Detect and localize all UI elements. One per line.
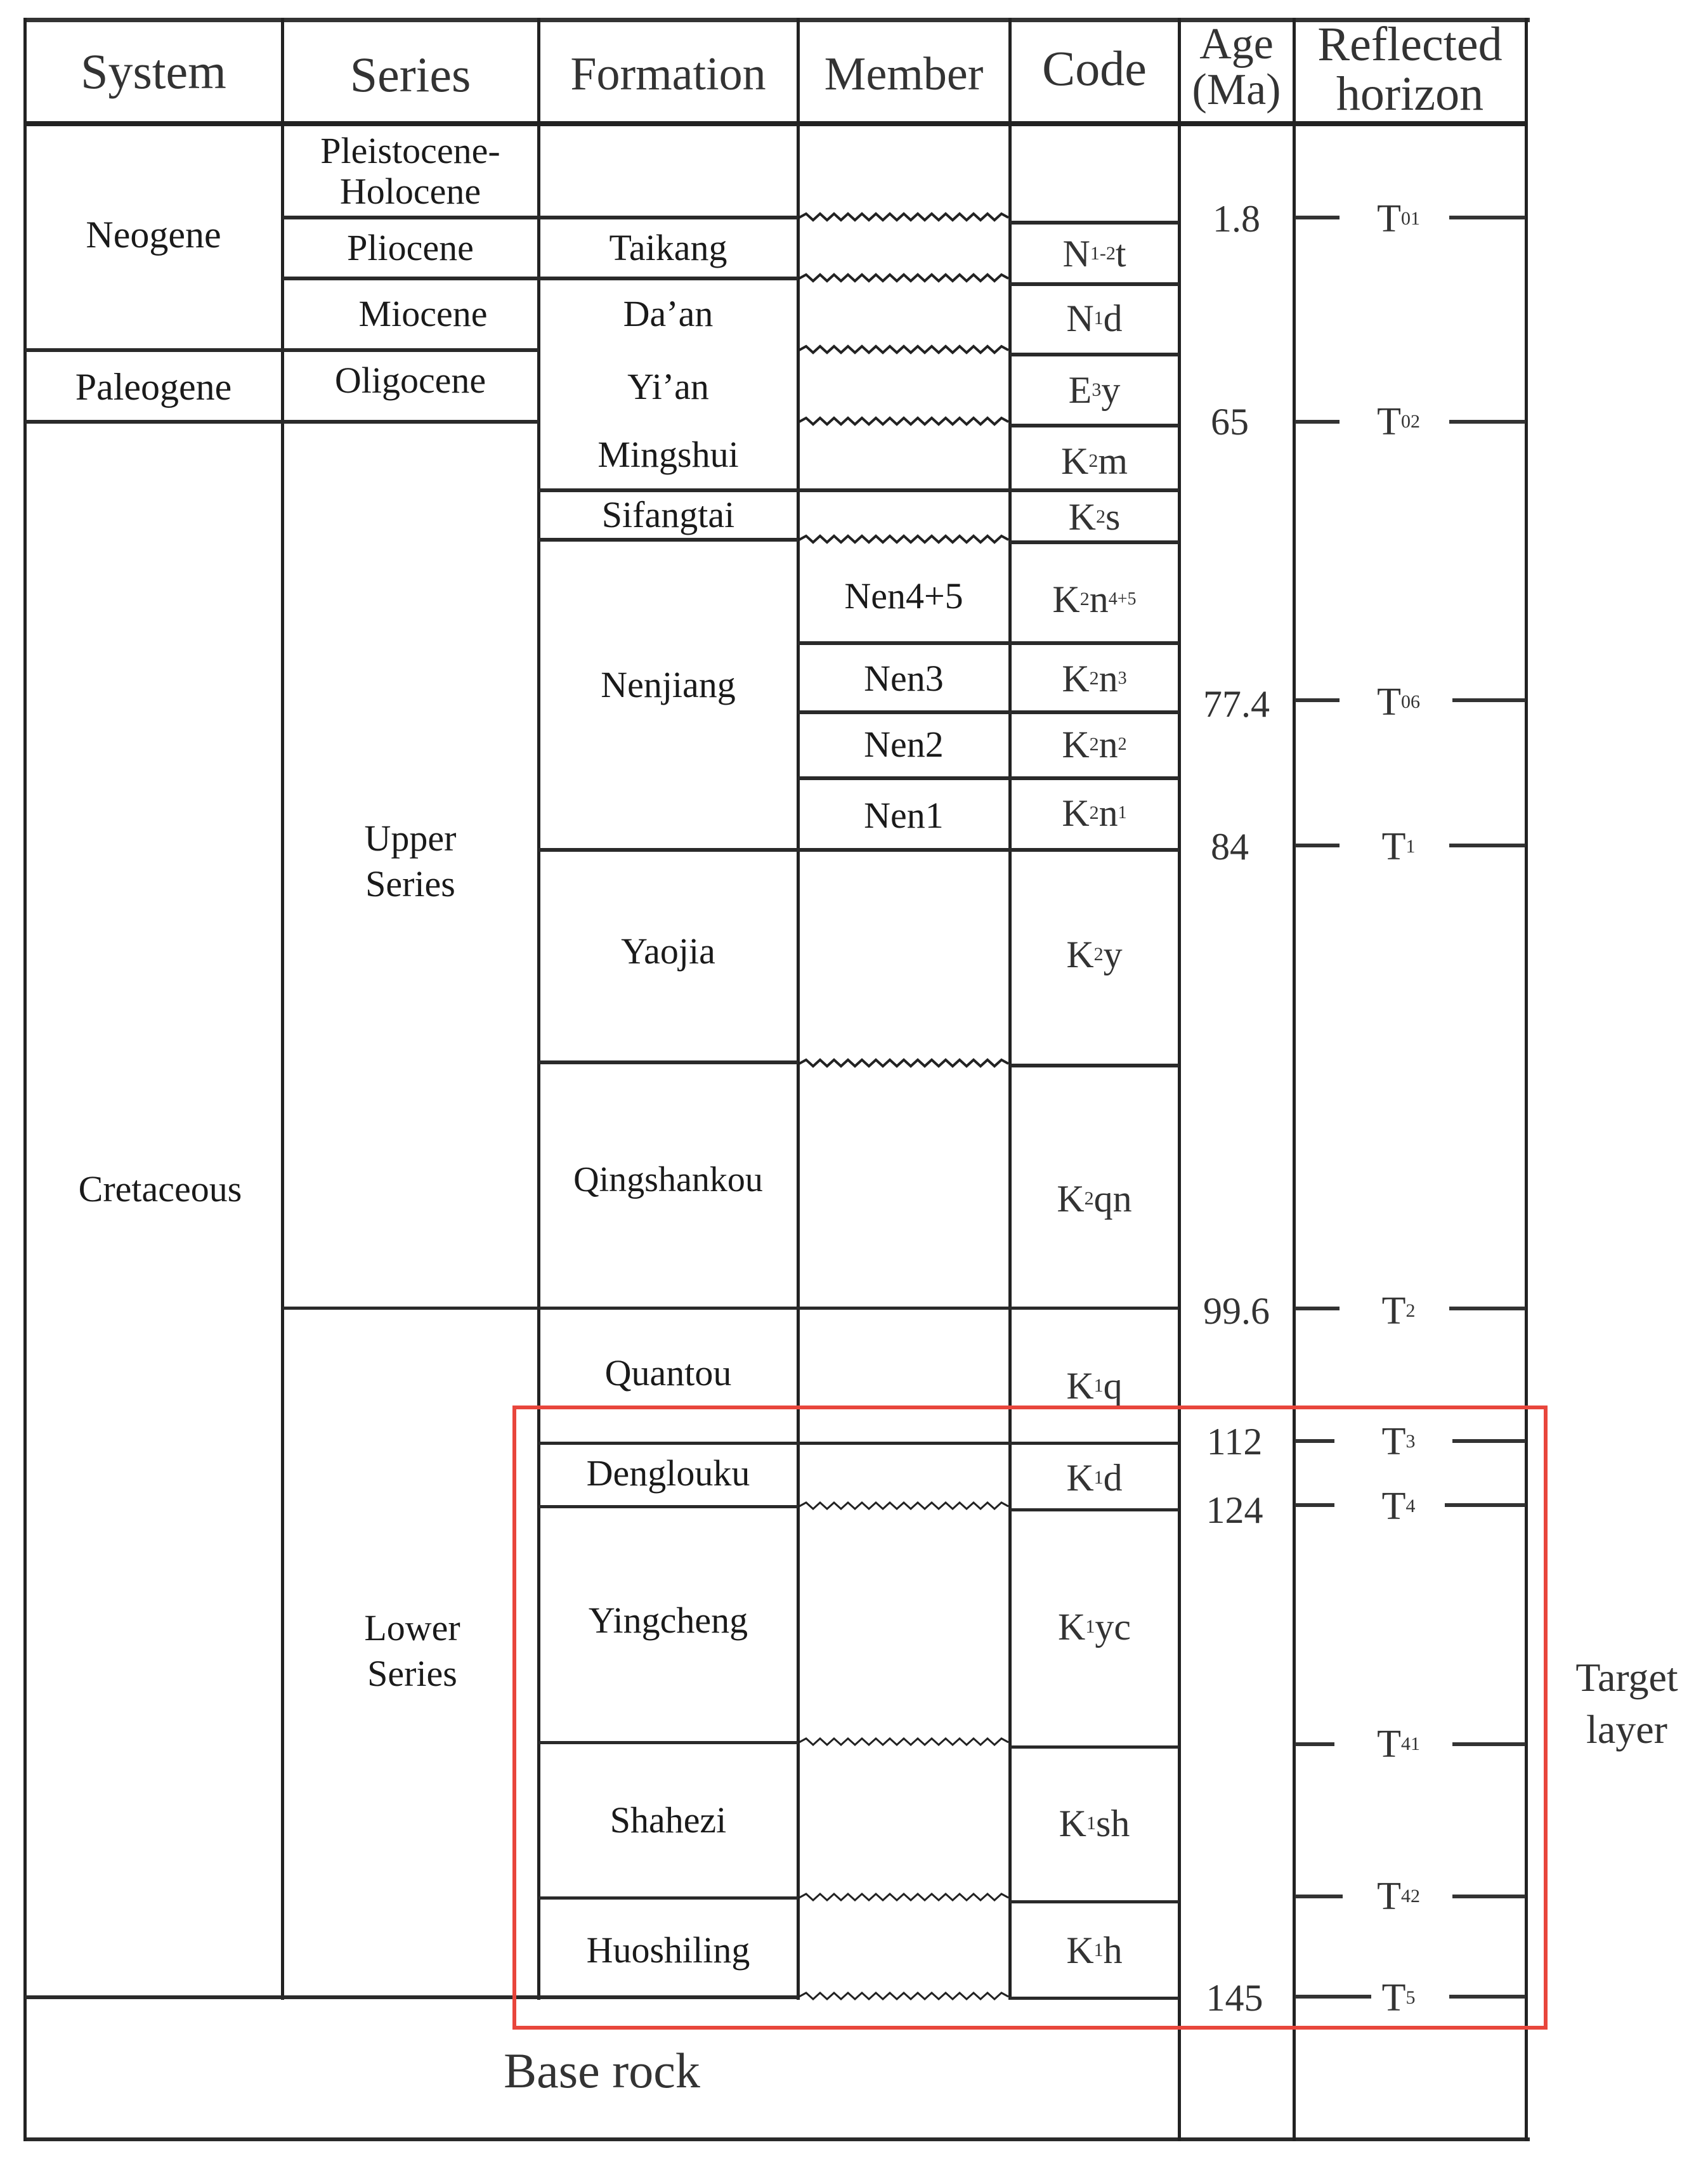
code-sup: 2 [1118,734,1127,754]
header-reflected-horizon [1294,19,1526,121]
code-sub: 1 [1093,1374,1104,1396]
code-base: K [1066,1929,1094,1971]
horizon-base: T [1377,1874,1401,1918]
code-base: K [1062,792,1090,834]
series-pleist-line1: Pleistocene- [320,129,500,171]
code-sup: 4+5 [1108,589,1137,609]
formation-quantou: Quantou [604,1352,732,1393]
code-sub: 1-2 [1090,242,1116,264]
age-1-8: 1.8 [1213,197,1260,240]
series-oligocene: Oligocene [334,359,486,401]
horizon-tick-left [1295,420,1340,424]
member-nen3: Nen3 [864,657,944,699]
code-taikang [1010,225,1179,282]
code-sub: 3 [1092,379,1102,400]
target-layer-line1: Target [1575,1655,1678,1700]
horizon-sub: 4 [1405,1495,1416,1517]
code-base: K [1066,933,1094,975]
code-sub: 1 [1093,308,1104,329]
member-nen45: Nen4+5 [844,575,963,616]
horizon-t1 [1351,818,1446,875]
table-bottom-border [25,2137,1530,2141]
code-base: K [1062,657,1090,700]
horizon-sub: 1 [1405,835,1416,857]
code-tail: h [1103,1929,1123,1971]
code-sub: 2 [1095,506,1105,527]
formation-nenjiang: Nenjiang [601,663,736,705]
horizon-t2 [1351,1282,1446,1340]
code-sup: 1 [1118,802,1127,823]
horizon-t01 [1351,190,1446,247]
line-pliocene-miocene [282,277,798,280]
code-sub: 1 [1085,1615,1095,1637]
code-daan [1010,289,1179,349]
age-84: 84 [1211,825,1249,868]
series-upper-line2: Series [365,863,455,905]
age-145: 145 [1206,1976,1263,2019]
header-member: Member [824,48,984,101]
code-sup: 3 [1118,668,1127,688]
code-sub: 2 [1089,733,1099,755]
code-tail: m [1098,440,1128,482]
line-nen45-nen3 [798,641,1179,645]
horizon-tick-right [1452,698,1525,702]
horizon-base: T [1381,1289,1406,1333]
horizon-sub: 42 [1400,1885,1420,1907]
code-sub: 2 [1089,667,1099,689]
line-nen2-nen1 [798,776,1179,780]
series-lower-line2: Series [367,1653,457,1695]
formation-yingcheng: Yingcheng [588,1599,748,1641]
horizon-sub: 01 [1400,207,1420,229]
line-upper-lower [282,1307,1179,1310]
code-base: K [1066,1456,1094,1499]
code-sub: 2 [1084,1187,1094,1209]
member-nen2: Nen2 [864,723,944,765]
horizon-sub: 06 [1400,691,1420,712]
series-pliocene: Pliocene [347,226,474,268]
formation-sifangtai: Sifangtai [601,493,735,535]
code-sub: 1 [1093,1466,1104,1488]
code-nen45 [1010,568,1179,631]
code-tail: q [1103,1364,1123,1407]
formation-mingshui: Mingshui [597,433,739,475]
code-tail: qn [1093,1177,1132,1220]
horizon-tick-left [1295,698,1340,702]
code-tail: n [1089,578,1109,620]
horizon-t06 [1351,674,1446,731]
horizon-sub: 2 [1405,1300,1416,1321]
header-age-line2: (Ma) [1192,65,1281,115]
unconformity-wavy-6 [799,1058,1008,1069]
code-base: K [1059,1802,1086,1844]
formation-yian: Yi’an [627,365,709,407]
code-base: N [1062,232,1090,275]
horizon-base: T [1381,825,1406,868]
horizon-base: T [1381,1976,1406,2019]
code-base: K [1060,440,1089,482]
formation-huoshiling: Huoshiling [586,1929,750,1971]
formation-qingshankou: Qingshankou [573,1159,763,1199]
header-system: System [81,43,226,99]
code-base: K [1058,1605,1086,1648]
unconformity-wavy-5 [799,534,1008,545]
age-112: 112 [1206,1420,1263,1463]
code-sub: 2 [1089,802,1099,823]
code-line-6 [1010,1064,1179,1067]
series-pleist-line2: Holocene [339,170,481,212]
code-line-2 [1010,282,1179,286]
series-upper [282,815,538,916]
header-age-line1: Age [1199,20,1274,69]
code-sifangtai [1010,492,1179,542]
code-base: K [1066,1364,1094,1407]
age-77-4: 77.4 [1203,682,1270,725]
code-line-3 [1010,353,1179,356]
code-yaojia [1010,923,1179,986]
code-nen1 [1010,781,1179,845]
code-tail: y [1101,369,1121,411]
horizon-tick-right [1449,1307,1525,1310]
horizon-sub: 3 [1405,1430,1416,1452]
header-age [1179,19,1294,121]
code-base: K [1062,723,1090,766]
line-paleogene-cretaceous [25,420,538,424]
code-base: N [1066,297,1094,340]
horizon-t02 [1351,393,1446,450]
system-paleogene: Paleogene [75,365,232,408]
series-lower [282,1605,538,1706]
series-pleistocene-holocene [282,124,538,216]
header-code: Code [1042,40,1147,96]
table-left-border [23,18,27,2141]
header-horizon-line1: Reflected [1317,17,1503,71]
system-cretaceous: Cretaceous [78,1168,242,1210]
horizon-tick-right [1449,420,1525,424]
horizon-sub: 5 [1405,1986,1416,2008]
horizon-base: T [1377,197,1401,240]
code-tail: yc [1095,1605,1131,1648]
target-layer-label [1548,1649,1706,1763]
formation-daan: Da’an [623,292,714,334]
code-nen3 [1010,647,1179,710]
series-upper-line1: Upper [364,818,457,859]
code-base: E [1068,369,1092,411]
member-nen1: Nen1 [864,794,944,836]
code-sub: 1 [1086,1812,1096,1834]
header-formation: Formation [570,48,766,101]
horizon-tick-left [1295,844,1340,847]
code-tail: t [1115,232,1126,275]
unconformity-wavy-4 [799,416,1008,427]
code-tail: sh [1095,1802,1130,1844]
code-sub: 1 [1093,1939,1104,1960]
code-tail: y [1103,933,1123,975]
horizon-base: T [1381,1484,1406,1528]
horizon-sub: 02 [1400,410,1420,432]
horizon-tick-right [1449,844,1525,847]
series-miocene: Miocene [358,292,488,334]
formation-shahezi: Shahezi [610,1799,727,1841]
header-horizon-line2: horizon [1336,67,1484,121]
series-lower-line1: Lower [364,1607,460,1649]
horizon-sub: 41 [1400,1733,1420,1754]
system-neogene: Neogene [86,213,221,256]
code-base: K [1052,578,1080,620]
code-qingshankou [1010,1167,1179,1230]
target-layer-box [512,1406,1548,2030]
horizon-base: T [1377,1722,1401,1766]
base-rock-label: Base rock [504,2042,700,2098]
formation-yaojia: Yaojia [621,930,715,972]
code-mingshui [1010,433,1179,490]
target-layer-line2: layer [1586,1707,1667,1752]
code-tail: d [1103,297,1123,340]
code-sub: 2 [1088,450,1098,471]
header-series: Series [349,46,471,102]
code-base: K [1068,495,1096,538]
unconformity-wavy-3 [799,344,1008,356]
code-sub: 2 [1093,943,1104,965]
horizon-base: T [1377,680,1401,724]
code-tail: s [1105,495,1121,538]
age-65: 65 [1211,400,1249,443]
code-line-1 [1010,221,1179,225]
code-tail: n [1098,657,1118,700]
unconformity-wavy-1 [799,212,1008,223]
horizon-tick-left [1295,1307,1340,1310]
formation-denglouku: Denglouku [586,1452,750,1494]
code-tail: n [1098,723,1118,766]
age-99-6: 99.6 [1203,1289,1270,1332]
code-nen2 [1010,713,1179,776]
formation-taikang: Taikang [609,226,727,268]
code-line-4 [1010,424,1179,427]
horizon-base: T [1381,1419,1406,1463]
code-base: K [1057,1177,1085,1220]
horizon-tick-left [1295,216,1340,219]
horizon-base: T [1377,400,1401,443]
code-tail: d [1103,1456,1123,1499]
code-yian [1010,358,1179,422]
age-124: 124 [1206,1489,1263,1531]
code-tail: n [1098,792,1118,834]
line-yaojia-qingshankou [538,1060,798,1064]
line-nenjiang-yaojia [538,848,1179,852]
unconformity-wavy-2 [799,273,1008,284]
code-sub: 2 [1079,588,1090,610]
horizon-tick-right [1449,216,1525,219]
